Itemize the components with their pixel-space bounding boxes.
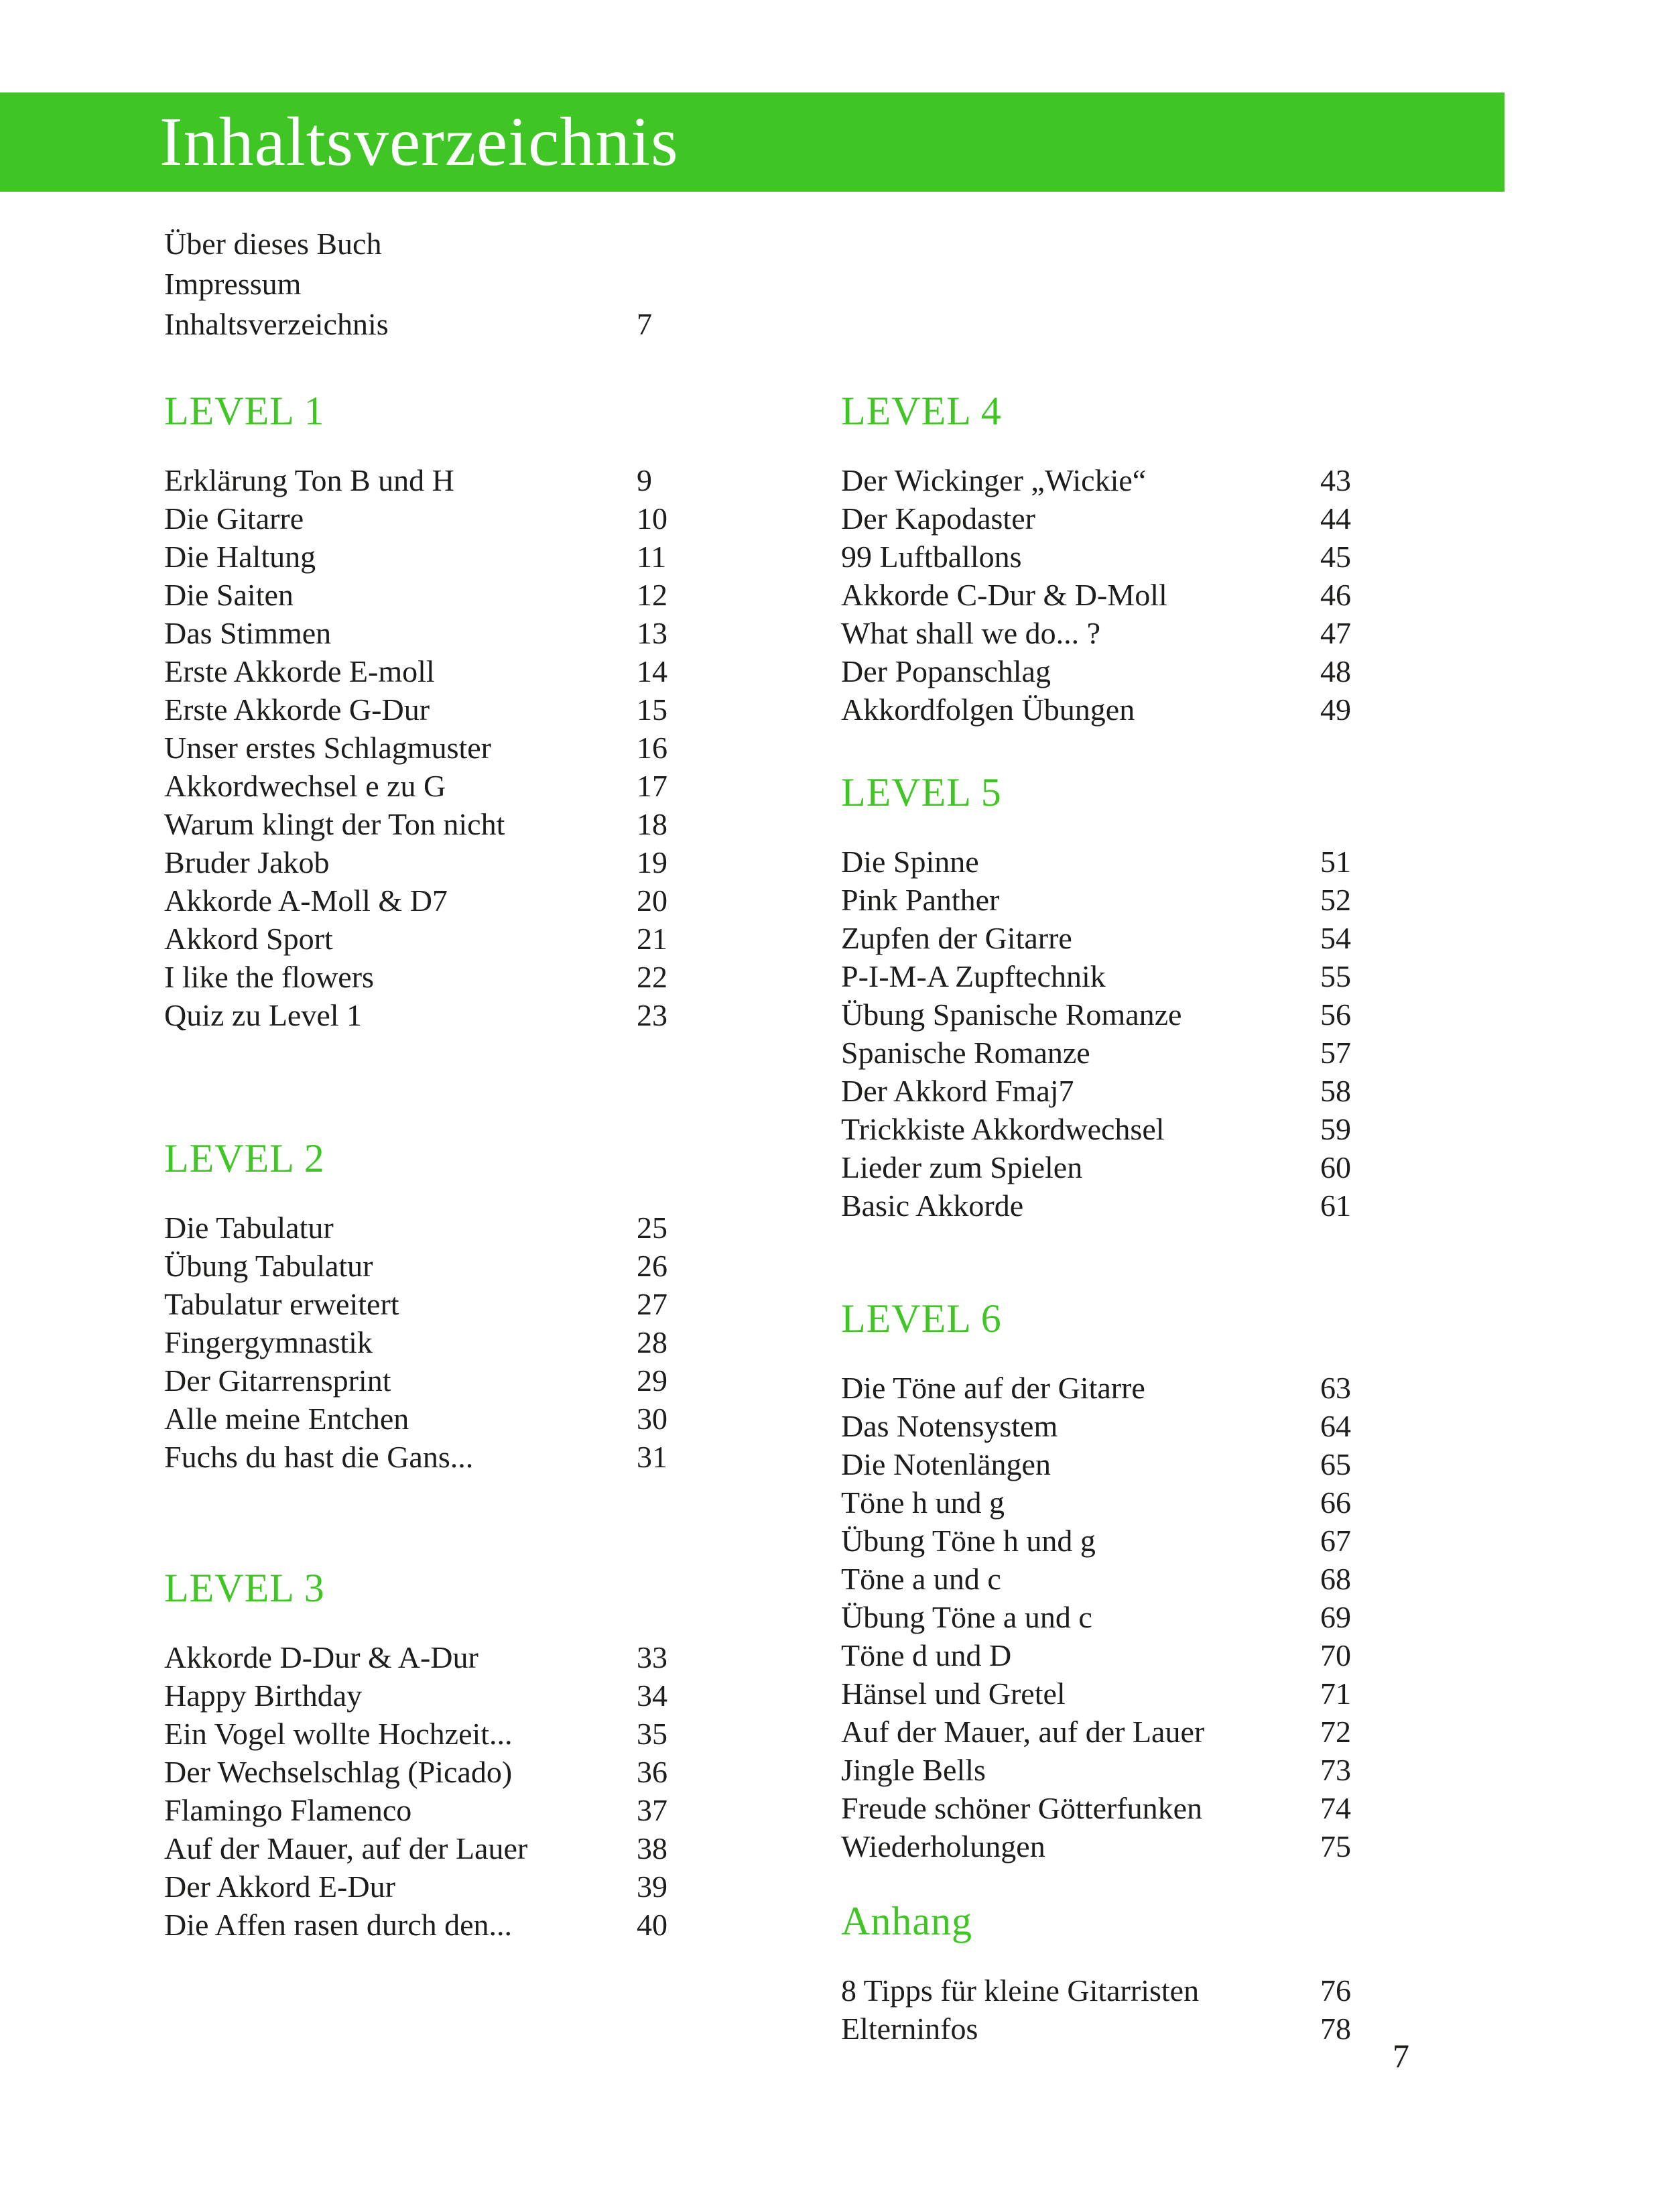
level-heading: Anhang: [841, 1899, 972, 1943]
toc-entry-title: Happy Birthday: [164, 1678, 363, 1713]
toc-entry-page: 48: [1320, 654, 1351, 688]
toc-entry-page: 66: [1320, 1485, 1351, 1520]
toc-entry: [841, 499, 1384, 538]
toc-entry-page: 46: [1320, 578, 1351, 612]
toc-entry-title: Ein Vogel wollte Hochzeit...: [164, 1717, 513, 1751]
toc-entry-title: Akkorde C-Dur & D-Moll: [841, 578, 1167, 612]
toc-entry-title: Tabulatur erweitert: [164, 1287, 399, 1321]
toc-entry: [164, 690, 707, 729]
toc-entry: [164, 1438, 707, 1476]
toc-entry-title: Elterninfos: [841, 2012, 978, 2046]
toc-entry-title: Töne h und g: [841, 1485, 1005, 1520]
toc-entry-page: 44: [1320, 501, 1351, 536]
toc-entry-page: 18: [637, 807, 667, 841]
toc-entry: [164, 1247, 707, 1285]
toc-entry-title: Akkorde A-Moll & D7: [164, 883, 448, 918]
toc-entry-title: Basic Akkorde: [841, 1188, 1024, 1223]
toc-entry: [164, 1906, 707, 1944]
toc-entry-page: 39: [637, 1869, 667, 1904]
toc-entry-page: 43: [1320, 463, 1351, 497]
intro-list: [164, 224, 707, 345]
toc-entry: [841, 576, 1384, 614]
toc-entry-title: Akkordwechsel e zu G: [164, 769, 446, 803]
toc-entry-page: 60: [1320, 1150, 1351, 1184]
toc-entry: [841, 690, 1384, 729]
toc-entry-page: 20: [637, 883, 667, 918]
toc-entry: [164, 767, 707, 805]
toc-entry: [164, 304, 707, 345]
toc-entry-title: Die Affen rasen durch den...: [164, 1908, 513, 1942]
toc-entry-title: Akkordfolgen Übungen: [841, 692, 1135, 727]
toc-entry-page: 17: [637, 769, 667, 803]
toc-entry: [841, 1034, 1384, 1072]
toc-entry-page: 13: [637, 616, 667, 650]
toc-entry: [164, 1209, 707, 1247]
toc-entry-page: 65: [1320, 1447, 1351, 1481]
toc-entry-title: 99 Luftballons: [841, 540, 1022, 574]
toc-entry-page: 45: [1320, 540, 1351, 574]
toc-entry: [164, 881, 707, 920]
toc-entry-title: Bruder Jakob: [164, 845, 330, 879]
toc-entry-page: 69: [1320, 1600, 1351, 1634]
toc-entry-title: Die Töne auf der Gitarre: [841, 1371, 1145, 1405]
toc-entry-title: What shall we do... ?: [841, 616, 1101, 650]
toc-entry-page: 40: [637, 1908, 667, 1942]
toc-entry: [841, 1827, 1384, 1865]
toc-entry-page: 10: [637, 501, 667, 536]
toc-entry: [841, 957, 1384, 995]
toc-entry-title: Übung Tabulatur: [164, 1249, 373, 1283]
toc-entry-title: Über dieses Buch: [164, 227, 382, 261]
toc-entry-title: Flamingo Flamenco: [164, 1793, 412, 1827]
toc-entry-title: Lieder zum Spielen: [841, 1150, 1083, 1184]
toc-entry-title: Hänsel und Gretel: [841, 1676, 1066, 1711]
toc-entry: [841, 1148, 1384, 1186]
toc-entry: [164, 614, 707, 652]
toc-entry-page: 21: [637, 922, 667, 956]
toc-entry: [164, 805, 707, 843]
toc-entry-title: Auf der Mauer, auf der Lauer: [841, 1715, 1205, 1749]
toc-entry-title: Fuchs du hast die Gans...: [164, 1440, 474, 1474]
toc-entry: [164, 1867, 707, 1906]
toc-entry: [164, 224, 707, 264]
toc-entry: [841, 843, 1384, 881]
toc-entry-page: 22: [637, 960, 667, 994]
toc-entry-title: Die Tabulatur: [164, 1211, 334, 1245]
toc-entry: [164, 1285, 707, 1323]
toc-entry: [841, 1407, 1384, 1445]
toc-entry-page: 49: [1320, 692, 1351, 727]
toc-entry-title: Erklärung Ton B und H: [164, 463, 454, 497]
toc-entry: [841, 538, 1384, 576]
toc-entry-page: 56: [1320, 997, 1351, 1032]
toc-entry: [841, 1072, 1384, 1110]
toc-entry-page: 75: [1320, 1829, 1351, 1863]
toc-entry: [164, 1638, 707, 1676]
toc-entry-page: 55: [1320, 959, 1351, 993]
toc-entry: [841, 652, 1384, 690]
toc-entry-title: Zupfen der Gitarre: [841, 921, 1072, 955]
toc-entry-page: 59: [1320, 1112, 1351, 1146]
toc-entry-page: 16: [637, 731, 667, 765]
toc-entry-page: 78: [1320, 2012, 1351, 2046]
toc-entry-page: 73: [1320, 1753, 1351, 1787]
toc-entry-title: Das Stimmen: [164, 616, 332, 650]
toc-entry: [841, 1560, 1384, 1598]
toc-entry: [164, 538, 707, 576]
toc-entry-title: Der Gitarrensprint: [164, 1363, 391, 1398]
toc-entry-page: 52: [1320, 883, 1351, 917]
toc-entry: [164, 920, 707, 958]
toc-entry-page: 54: [1320, 921, 1351, 955]
toc-entry-page: 67: [1320, 1524, 1351, 1558]
toc-entry: [841, 919, 1384, 957]
page-number: 7: [1393, 2037, 1409, 2075]
toc-entry-title: Impressum: [164, 267, 302, 301]
toc-entry-title: I like the flowers: [164, 960, 374, 994]
toc-entry: [164, 576, 707, 614]
toc-entry-page: 74: [1320, 1791, 1351, 1825]
toc-entry-title: Übung Spanische Romanze: [841, 997, 1182, 1032]
toc-entry: [164, 264, 707, 304]
toc-entry-title: Das Notensystem: [841, 1409, 1058, 1443]
toc-entry: [841, 1483, 1384, 1522]
toc-entry: [164, 958, 707, 996]
toc-entry: [164, 652, 707, 690]
toc-entry: [841, 1971, 1384, 2010]
toc-entry-title: Alle meine Entchen: [164, 1402, 409, 1436]
toc-section: [841, 769, 1384, 1225]
toc-entry-page: 19: [637, 845, 667, 879]
toc-entry: [164, 499, 707, 538]
level-heading: LEVEL 2: [164, 1136, 325, 1180]
level-heading: LEVEL 5: [841, 770, 1002, 814]
toc-entry: [841, 1522, 1384, 1560]
toc-entry-page: 57: [1320, 1036, 1351, 1070]
toc-entry: [164, 1829, 707, 1867]
toc-entry-page: 47: [1320, 616, 1351, 650]
toc-entry-title: Warum klingt der Ton nicht: [164, 807, 505, 841]
toc-section: [841, 1898, 1384, 2048]
toc-entry-page: 58: [1320, 1074, 1351, 1108]
toc-entry: [841, 1751, 1384, 1789]
toc-entry-page: 38: [637, 1831, 667, 1865]
toc-section: [841, 387, 1384, 729]
toc-entry: [164, 1323, 707, 1361]
toc-entry: [164, 1753, 707, 1791]
toc-entry-title: Erste Akkorde G-Dur: [164, 692, 430, 727]
toc-entry-page: 9: [637, 463, 652, 497]
toc-entry-title: Unser erstes Schlagmuster: [164, 731, 491, 765]
toc-entry-page: 70: [1320, 1638, 1351, 1672]
toc-entry: [841, 1369, 1384, 1407]
toc-section: [164, 1135, 707, 1476]
toc-entry: [841, 1186, 1384, 1225]
toc-entry-page: 29: [637, 1363, 667, 1398]
toc-entry-title: Inhaltsverzeichnis: [164, 307, 389, 341]
toc-entry-title: Der Wechselschlag (Picado): [164, 1755, 513, 1789]
toc-entry-title: Die Haltung: [164, 540, 316, 574]
page-title: Inhaltsverzeichnis: [159, 103, 679, 180]
toc-entry: [841, 2010, 1384, 2048]
toc-entry-title: Der Kapodaster: [841, 501, 1035, 536]
toc-entry-page: 51: [1320, 845, 1351, 879]
toc-entry-title: P-I-M-A Zupftechnik: [841, 959, 1106, 993]
toc-entry: [841, 881, 1384, 919]
toc-entry-page: 23: [637, 998, 667, 1032]
toc-entry-page: 7: [637, 307, 652, 341]
toc-entry-title: Pink Panther: [841, 883, 1000, 917]
toc-entry-page: 37: [637, 1793, 667, 1827]
toc-section: [164, 1564, 707, 1944]
level-heading: LEVEL 6: [841, 1296, 1002, 1341]
toc-entry: [164, 1676, 707, 1715]
toc-entry: [841, 1674, 1384, 1713]
toc-entry: [841, 1110, 1384, 1148]
toc-entry-page: 26: [637, 1249, 667, 1283]
toc-entry-title: Der Wickinger „Wickie“: [841, 463, 1147, 497]
toc-entry-title: Der Popanschlag: [841, 654, 1051, 688]
toc-entry: [841, 995, 1384, 1034]
toc-entry-page: 72: [1320, 1715, 1351, 1749]
toc-entry-page: 35: [637, 1717, 667, 1751]
toc-entry-title: Erste Akkorde E-moll: [164, 654, 435, 688]
toc-entry-page: 12: [637, 578, 667, 612]
toc-entry-title: Der Akkord E-Dur: [164, 1869, 395, 1904]
toc-entry-page: 14: [637, 654, 667, 688]
toc-entry-title: Fingergymnastik: [164, 1325, 373, 1359]
toc-column-left: [164, 387, 707, 1944]
toc-entry-title: Jingle Bells: [841, 1753, 986, 1787]
level-heading: LEVEL 1: [164, 389, 325, 433]
toc-entry: [164, 996, 707, 1034]
toc-entry-title: Die Saiten: [164, 578, 294, 612]
toc-entry-title: 8 Tipps für kleine Gitarristen: [841, 1973, 1200, 2008]
toc-entry-page: 25: [637, 1211, 667, 1245]
toc-entry-title: Wiederholungen: [841, 1829, 1045, 1863]
toc-entry-title: Die Spinne: [841, 845, 979, 879]
toc-section: [841, 1295, 1384, 1865]
toc-entry-page: 15: [637, 692, 667, 727]
toc-entry-title: Übung Töne h und g: [841, 1524, 1096, 1558]
toc-entry: [164, 1361, 707, 1400]
toc-entry-page: 68: [1320, 1562, 1351, 1596]
toc-entry-title: Auf der Mauer, auf der Lauer: [164, 1831, 528, 1865]
level-heading: LEVEL 3: [164, 1566, 325, 1610]
toc-column-right: [841, 387, 1384, 2048]
toc-entry-title: Akkorde D-Dur & A-Dur: [164, 1640, 478, 1674]
toc-entry-title: Quiz zu Level 1: [164, 998, 363, 1032]
toc-entry-title: Die Gitarre: [164, 501, 304, 536]
toc-entry-page: 28: [637, 1325, 667, 1359]
toc-entry: [164, 461, 707, 499]
toc-entry-page: 64: [1320, 1409, 1351, 1443]
toc-entry-page: 71: [1320, 1676, 1351, 1711]
toc-entry: [841, 461, 1384, 499]
toc-entry-page: 36: [637, 1755, 667, 1789]
toc-entry: [841, 1445, 1384, 1483]
toc-entry-page: 61: [1320, 1188, 1351, 1223]
toc-entry-page: 76: [1320, 1973, 1351, 2008]
toc-entry-page: 27: [637, 1287, 667, 1321]
toc-entry: [164, 1400, 707, 1438]
toc-entry-title: Trickkiste Akkordwechsel: [841, 1112, 1165, 1146]
toc-entry-page: 34: [637, 1678, 667, 1713]
toc-entry-page: 30: [637, 1402, 667, 1436]
toc-entry: [841, 1598, 1384, 1636]
toc-entry-page: 63: [1320, 1371, 1351, 1405]
toc-entry: [841, 1789, 1384, 1827]
toc-entry-title: Der Akkord Fmaj7: [841, 1074, 1074, 1108]
toc-entry-title: Die Notenlängen: [841, 1447, 1051, 1481]
toc-entry: [164, 843, 707, 881]
toc-entry-title: Übung Töne a und c: [841, 1600, 1092, 1634]
toc-entry: [841, 1636, 1384, 1674]
toc-entry: [164, 1715, 707, 1753]
toc-entry: [164, 729, 707, 767]
toc-entry-title: Akkord Sport: [164, 922, 333, 956]
toc-entry: [841, 614, 1384, 652]
page-header-banner: [0, 93, 1505, 192]
toc-entry-page: 33: [637, 1640, 667, 1674]
toc-entry-title: Freude schöner Götterfunken: [841, 1791, 1203, 1825]
toc-entry-page: 11: [637, 540, 667, 574]
level-heading: LEVEL 4: [841, 389, 1002, 433]
toc-entry: [164, 1791, 707, 1829]
toc-section: [164, 387, 707, 1034]
toc-entry-title: Spanische Romanze: [841, 1036, 1090, 1070]
toc-entry-title: Töne d und D: [841, 1638, 1012, 1672]
toc-entry: [841, 1713, 1384, 1751]
toc-entry-page: 31: [637, 1440, 667, 1474]
toc-entry-title: Töne a und c: [841, 1562, 1001, 1596]
